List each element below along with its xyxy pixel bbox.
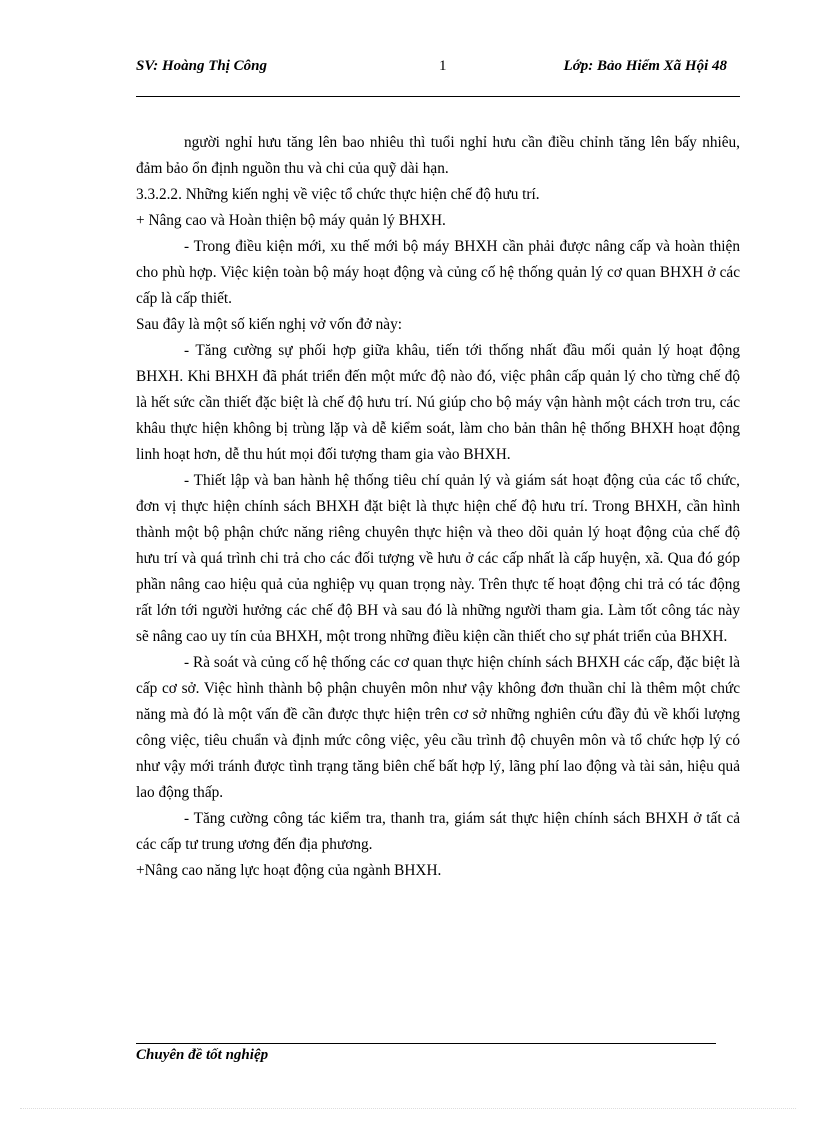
page-footer: Chuyên đề tốt nghiệp xyxy=(136,1047,269,1063)
document-body xyxy=(136,130,740,884)
student-name: SV: Hoàng Thị Công xyxy=(136,58,268,74)
class-name: Lớp: Bảo Hiểm Xã Hội 48 xyxy=(563,58,727,74)
section-heading: 3.3.2.2. Những kiến nghị về việc tổ chức thực hiện chế độ hưu trí. xyxy=(136,186,540,203)
paragraph-intro: Sau đây là một số kiến nghị vở vốn đở này: xyxy=(136,316,402,333)
page-number: 1 xyxy=(439,58,447,74)
paragraph: - Tăng cường công tác kiểm tra, thanh tra, giám sát thực hiện chính sách BHXH ở tất cả các cấp tư trung ương đến địa phương. xyxy=(136,810,740,853)
paragraph: - Rà soát và củng cố hệ thống các cơ quan thực hiện chính sách BHXH các cấp, đặc biệt là cấp cơ sở. Việc hình thành bộ phận chuyên môn như vậy không đơn thuần chỉ là thêm một chức năng mà đó là một vấn đề cần được thực hiện trên cơ sở những nghiên cứu đầy đủ về khối lượng công việc, tiêu chuẩn và định mức công việc, yêu cầu trình độ chuyên môn và tổ chức hợp lý có như vậy mới tránh được tình trạng tăng biên chế bất hợp lý, lãng phí lao động và tài sản, hiệu quả lao động thấp. xyxy=(136,654,740,801)
paragraph-continuation: người nghỉ hưu tăng lên bao nhiêu thì tuổi nghỉ hưu cần điều chỉnh tăng lên bấy nhiêu, đảm bảo ổn định nguồn thu và chi của quỹ dài hạn. xyxy=(136,134,740,177)
subheading: + Nâng cao và Hoàn thiện bộ máy quản lý BHXH. xyxy=(136,212,446,229)
paragraph: - Thiết lập và ban hành hệ thống tiêu chí quản lý và giám sát hoạt động của các tổ chức, đơn vị thực hiện chính sách BHXH đặt biệt là thực hiện chế độ hưu trí. Trong BHXH, cần hình thành một bộ phận chức năng riêng chuyên thực hiện và theo dõi quản lý hoạt động của chế độ hưu trí và quá trình chi trả cho các đối tượng về hưu ở các cấp nhất là cấp huyện, xã. Qua đó góp phần nâng cao hiệu quả của nghiệp vụ quan trọng này. Trên thực tế hoạt động chi trả có tác động rất lớn tới người hưởng các chế độ BH và sau đó là những người tham gia. Làm tốt công tác này sẽ nâng cao uy tín của BHXH, một trong những điều kiện cần thiết cho sự phát triển của BHXH. xyxy=(136,472,740,645)
page-header xyxy=(136,58,740,78)
page-edge-divider xyxy=(20,1108,796,1109)
paragraph: - Trong điều kiện mới, xu thế mới bộ máy BHXH cần phải được nâng cấp và hoàn thiện cho phù hợp. Việc kiện toàn bộ máy hoạt động và củng cố hệ thống quản lý cơ quan BHXH ở các cấp là cấp thiết. xyxy=(136,238,740,307)
footer-divider xyxy=(136,1043,716,1044)
paragraph: - Tăng cường sự phối hợp giữa khâu, tiến tới thống nhất đầu mối quản lý hoạt động BHXH. Khi BHXH đã phát triển đến một mức độ nào đó, việc phân cấp quản lý cho từng chế độ là hết sức cần thiết đặc biệt là chế độ hưu trí. Nú giúp cho bộ máy vận hành một cách trơn tru, các khâu thực hiện không bị trùng lặp và dễ kiểm soát, làm cho bản thân hệ thống BHXH hoạt động linh hoạt hơn, dễ thu hút mọi đối tượng tham gia vào BHXH. xyxy=(136,342,740,463)
header-divider xyxy=(136,96,740,97)
subheading: +Nâng cao năng lực hoạt động của ngành BHXH. xyxy=(136,862,442,879)
